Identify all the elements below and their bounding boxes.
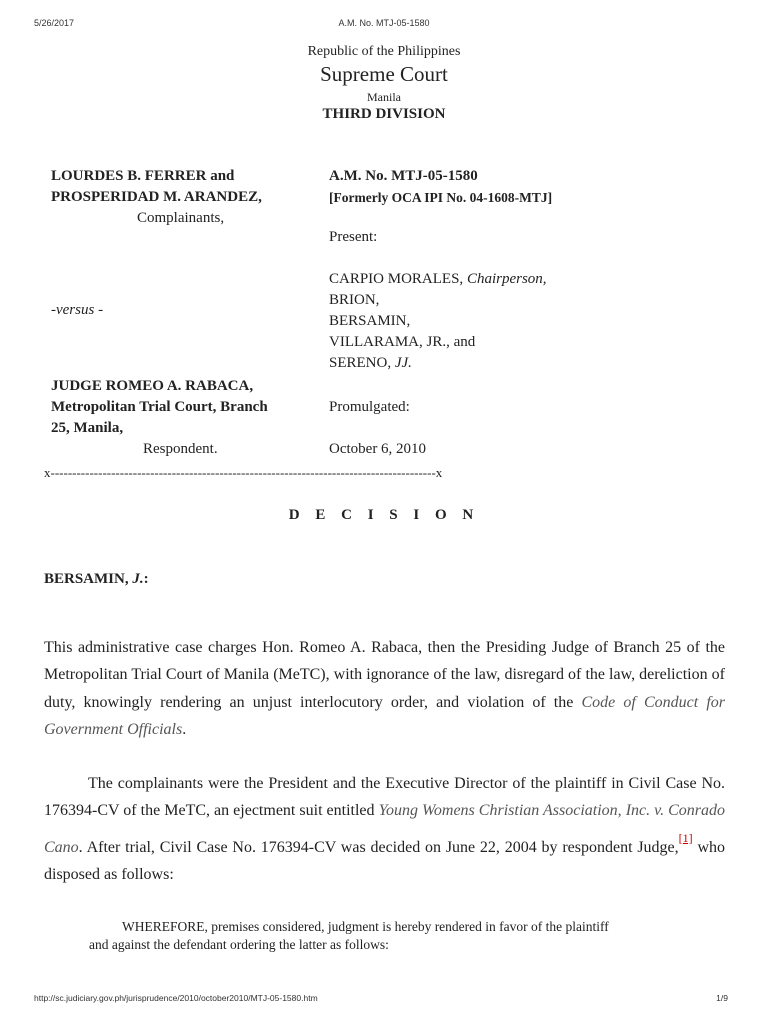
quote-line-1: WHEREFORE, premises considered, judgment is hereby rendered in favor of the plaintiff	[122, 919, 609, 934]
versus-label: -versus -	[51, 302, 104, 318]
case-number: A.M. No. MTJ-05-1580	[329, 168, 478, 184]
case-number-block	[329, 166, 552, 208]
respondent-block	[51, 376, 268, 460]
justice-item: VILLARAMA, JR., and	[329, 334, 476, 350]
complainants-block	[51, 166, 262, 229]
ponente: BERSAMIN, J.:	[44, 571, 149, 587]
paragraph-2: The complainants were the President and the Executive Director of the plaintiff in Civil Case No. 176394-CV of the MeTC, an ejectment suit entitled Young Womens Christian Association, Inc. v. Conrado Cano. After trial, Civil Case No. 176394-CV was decided on June 22, 2004 by respondent Judge,[1] who disposed as follows:	[44, 775, 726, 883]
division-heading: THIRD DIVISION	[322, 106, 446, 122]
justice-item: CARPIO MORALES, Chairperson,	[329, 271, 547, 287]
print-page-number: 1/9	[716, 993, 728, 1003]
print-title: A.M. No. MTJ-05-1580	[338, 18, 430, 28]
respondent-label: Respondent.	[143, 441, 218, 457]
decision-title: D E C I S I O N	[288, 507, 480, 523]
print-url: http://sc.judiciary.gov.ph/jurisprudence/2010/october2010/MTJ-05-1580.htm	[34, 993, 318, 1003]
code-of-conduct-title: Code of Conduct for Government Officials	[44, 693, 725, 738]
justices-list	[329, 269, 547, 374]
caption-separator: x-----------------------------------------------------------------------------------------x	[44, 465, 443, 480]
justice-item: SERENO, JJ.	[329, 355, 412, 371]
print-date: 5/26/2017	[34, 18, 75, 28]
present-label: Present:	[329, 229, 378, 245]
footnote-link[interactable]: [1]	[678, 830, 693, 845]
court-heading: Supreme Court	[320, 62, 448, 86]
justice-item: BRION,	[329, 292, 380, 308]
promulgated-date: October 6, 2010	[329, 441, 427, 457]
formerly-number: [Formerly OCA IPI No. 04-1608-MTJ]	[329, 190, 553, 205]
city-heading: Manila	[367, 90, 401, 104]
complainant-names-line2: PROSPERIDAD M. ARANDEZ,	[51, 189, 262, 205]
justice-item: BERSAMIN,	[329, 313, 411, 329]
paragraph-1: This administrative case charges Hon. Romeo A. Rabaca, then the Presiding Judge of Branch 25 of the Metropolitan Trial Court of Manila (MeTC), with ignorance of the law, disregard of the law, dereliction of duty, knowingly rendering an unjust interlocutory order, and violation of the Code of Conduct for Government Officials.	[44, 639, 725, 738]
dispositive-quote	[89, 918, 689, 954]
respondent-name: JUDGE ROMEO A. RABACA,	[51, 378, 254, 394]
case-title: Young Womens Christian Association, Inc. v. Conrado Cano	[44, 802, 725, 856]
complainants-label: Complainants,	[137, 210, 225, 226]
respondent-court-line2: 25, Manila,	[51, 420, 124, 436]
republic-heading: Republic of the Philippines	[307, 44, 461, 59]
promulgated-label: Promulgated:	[329, 399, 410, 415]
quote-line-2: and against the defendant ordering the latter as follows:	[89, 937, 389, 952]
respondent-court-line1: Metropolitan Trial Court, Branch	[51, 399, 268, 415]
complainant-names-line1: LOURDES B. FERRER and	[51, 168, 235, 184]
